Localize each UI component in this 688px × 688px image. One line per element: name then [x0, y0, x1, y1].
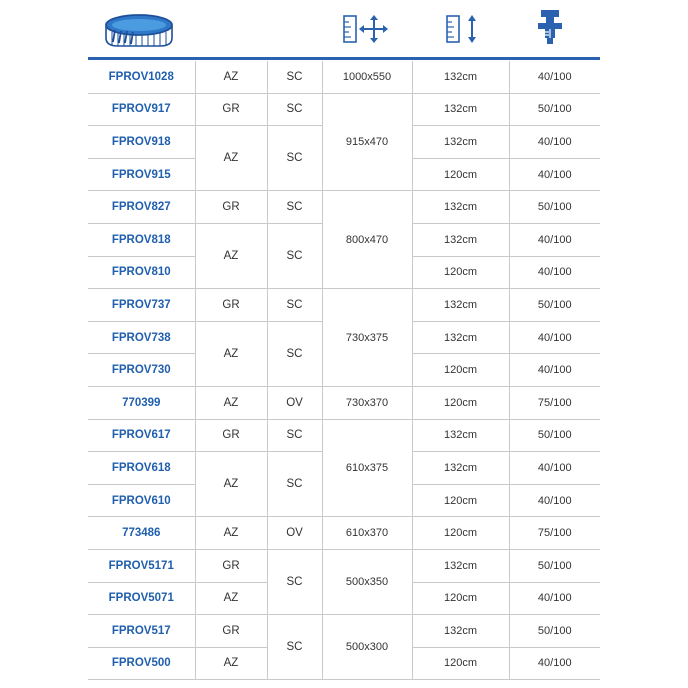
pool-height: 132cm — [412, 93, 509, 126]
wall-thickness: 40/100 — [509, 484, 600, 517]
type-code: SC — [267, 191, 322, 224]
model-code: FPROV918 — [88, 126, 195, 159]
model-code: FPROV500 — [88, 647, 195, 680]
wall-thickness: 40/100 — [509, 354, 600, 387]
pool-height: 120cm — [412, 517, 509, 550]
pool-height: 120cm — [412, 386, 509, 419]
wall-thickness: 40/100 — [509, 256, 600, 289]
type-code: SC — [267, 419, 322, 452]
pool-height: 132cm — [412, 289, 509, 322]
model-code: FPROV5171 — [88, 549, 195, 582]
model-code: FPROV915 — [88, 158, 195, 191]
wall-thickness: 50/100 — [509, 289, 600, 322]
pool-size: 730x370 — [322, 386, 412, 419]
color-code: AZ — [195, 452, 267, 517]
wall-thickness: 50/100 — [509, 191, 600, 224]
pool-height: 132cm — [412, 549, 509, 582]
type-code: SC — [267, 223, 322, 288]
table-row — [88, 419, 600, 452]
table-row — [88, 386, 600, 419]
wall-thickness: 50/100 — [509, 93, 600, 126]
pool-height: 132cm — [412, 452, 509, 485]
model-code: FPROV738 — [88, 321, 195, 354]
color-code: AZ — [195, 126, 267, 191]
color-code: AZ — [195, 223, 267, 288]
dimensions-icon — [343, 14, 389, 44]
model-code: FPROV827 — [88, 191, 195, 224]
type-code: SC — [267, 126, 322, 191]
color-code: AZ — [195, 386, 267, 419]
header-rule — [88, 57, 600, 60]
color-code: AZ — [195, 517, 267, 550]
color-code: AZ — [195, 647, 267, 680]
table-row — [88, 61, 600, 93]
wall-thickness: 50/100 — [509, 419, 600, 452]
model-code: FPROV1028 — [88, 61, 195, 93]
model-code: FPROV617 — [88, 419, 195, 452]
pool-size: 610x370 — [322, 517, 412, 550]
model-code: FPROV5071 — [88, 582, 195, 615]
pool-height: 120cm — [412, 582, 509, 615]
pool-size: 610x375 — [322, 419, 412, 517]
table-row — [88, 615, 600, 648]
wall-thickness: 40/100 — [509, 223, 600, 256]
model-code: FPROV818 — [88, 223, 195, 256]
pool-size: 800x470 — [322, 191, 412, 289]
type-code: SC — [267, 61, 322, 93]
wall-thickness: 40/100 — [509, 158, 600, 191]
wall-thickness: 50/100 — [509, 615, 600, 648]
wall-thickness: 40/100 — [509, 452, 600, 485]
type-code: OV — [267, 386, 322, 419]
pool-height: 132cm — [412, 191, 509, 224]
pool-height: 120cm — [412, 484, 509, 517]
pool-size: 730x375 — [322, 289, 412, 387]
wall-thickness: 50/100 — [509, 549, 600, 582]
pool-size: 500x350 — [322, 549, 412, 614]
type-code: OV — [267, 517, 322, 550]
pool-height: 132cm — [412, 419, 509, 452]
wall-thickness: 40/100 — [509, 321, 600, 354]
wall-thickness: 40/100 — [509, 126, 600, 159]
color-code: GR — [195, 191, 267, 224]
wall-thickness: 40/100 — [509, 61, 600, 93]
pool-height: 120cm — [412, 647, 509, 680]
color-code: GR — [195, 419, 267, 452]
type-code: SC — [267, 615, 322, 680]
pool-size: 500x300 — [322, 615, 412, 680]
model-code: FPROV610 — [88, 484, 195, 517]
table-row — [88, 517, 600, 550]
type-code: SC — [267, 452, 322, 517]
pool-height: 120cm — [412, 256, 509, 289]
height-icon — [446, 14, 480, 44]
wall-thickness: 40/100 — [509, 647, 600, 680]
pool-oval-icon — [102, 10, 176, 50]
model-code: FPROV737 — [88, 289, 195, 322]
pool-height: 132cm — [412, 126, 509, 159]
pool-height: 132cm — [412, 223, 509, 256]
pool-height: 120cm — [412, 354, 509, 387]
model-code: FPROV618 — [88, 452, 195, 485]
color-code: GR — [195, 549, 267, 582]
pool-size: 915x470 — [322, 93, 412, 191]
model-code: 770399 — [88, 386, 195, 419]
type-code: SC — [267, 549, 322, 614]
color-code: AZ — [195, 61, 267, 93]
wall-thickness-icon — [538, 8, 562, 48]
pool-size: 1000x550 — [322, 61, 412, 93]
model-code: FPROV730 — [88, 354, 195, 387]
type-code: SC — [267, 93, 322, 126]
color-code: AZ — [195, 321, 267, 386]
type-code: SC — [267, 321, 322, 386]
pool-height: 120cm — [412, 158, 509, 191]
table-row — [88, 93, 600, 126]
product-table — [88, 61, 600, 680]
model-code: 773486 — [88, 517, 195, 550]
pool-height: 132cm — [412, 61, 509, 93]
pool-height: 132cm — [412, 321, 509, 354]
model-code: FPROV917 — [88, 93, 195, 126]
wall-thickness: 75/100 — [509, 386, 600, 419]
wall-thickness: 75/100 — [509, 517, 600, 550]
model-code: FPROV810 — [88, 256, 195, 289]
table-header — [88, 0, 600, 57]
wall-thickness: 40/100 — [509, 582, 600, 615]
type-code: SC — [267, 289, 322, 322]
color-code: AZ — [195, 582, 267, 615]
table-row — [88, 289, 600, 322]
table-row — [88, 191, 600, 224]
table-row — [88, 549, 600, 582]
model-code: FPROV517 — [88, 615, 195, 648]
pool-height: 132cm — [412, 615, 509, 648]
color-code: GR — [195, 615, 267, 648]
color-code: GR — [195, 93, 267, 126]
color-code: GR — [195, 289, 267, 322]
